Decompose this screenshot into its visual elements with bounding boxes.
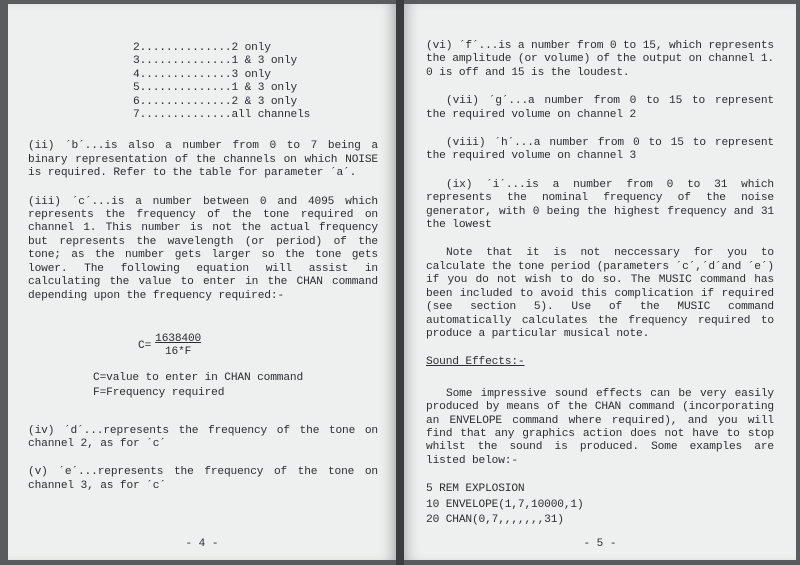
definition-c: C=value to enter in CHAN command (93, 371, 304, 384)
channel-table-row: 4..............3 only (133, 68, 271, 81)
code-line: 10 ENVELOPE(1,7,10000,1) (426, 498, 584, 511)
code-line: 20 CHAN(0,7,,,,,,,31) (426, 513, 564, 526)
definition-f: F=Frequency required (93, 387, 225, 400)
paragraph-ii: (ii) ´b´...is also a number from 0 to 7 being a binary representation of the channels on which NOISE is required. Refer to the table for parameter ´a´. (28, 140, 378, 180)
right-page-content (426, 40, 774, 529)
formula-lhs: C= (138, 339, 152, 352)
formula-definitions (93, 372, 378, 401)
left-page (8, 4, 396, 560)
formula-numerator: 1638400 (155, 332, 202, 345)
paragraph-note: Note that it is not neccessary for you to calculate the tone period (parameters ´c´,´d´and ´e´) if you do not wish to do so. The MUSIC command has been included to avoid this complication if required (see section 5). Use of the MUSIC command automatically calculates the frequency required to produce a particular musical note. (426, 247, 774, 340)
channel-table-row: 3..............1 & 3 only (133, 55, 298, 68)
paragraph-vi: (vi) ´f´...is a number from 0 to 15, which represents the amplitude (or volume) of the output on channel 1. 0 is off and 15 is the loudest. (426, 40, 774, 79)
channel-table-row: 2..............2 only (133, 42, 271, 54)
book-gutter (396, 0, 404, 565)
paragraph-viii: (viii) ´h´...a number from 0 to 15 to represent the required volume on channel 3 (426, 137, 774, 163)
channel-table-row: 5..............1 & 3 only (133, 82, 298, 95)
paragraph-vii: (vii) ´g´...a number from 0 to 15 to represent the required volume on channel 2 (426, 95, 774, 121)
page-number-left: - 4 - (185, 538, 219, 550)
formula-fraction (155, 333, 201, 360)
frequency-formula (138, 333, 378, 360)
sound-effects-heading: Sound Effects:- (426, 356, 525, 369)
channel-table (133, 42, 378, 122)
paragraph-iii: (iii) ´c´...is a number between 0 and 4095 which represents the frequency of the tone required on channel 1. This number is not the actual frequency but represents the wavelength (or period) of the tone; as the number gets larger so the tone gets lower. The following equation will assist in calculating the value to enter in the CHAN command depending upon the frequency required:- (28, 195, 378, 302)
code-listing (426, 483, 774, 527)
code-line: 5 REM EXPLOSION (426, 483, 525, 496)
channel-table-row: 7..............all channels (133, 109, 311, 122)
channel-table-row: 6..............2 & 3 only (133, 95, 298, 108)
right-page (404, 4, 796, 560)
paragraph-sound-effects: Some impressive sound effects can be very easily produced by means of the CHAN command (incorporating an ENVELOPE command where required), and you will find that any graphics action does not have to stop whilst the sound is produced. Some examples are listed below:- (426, 387, 774, 467)
paragraph-iv: (iv) ´d´...represents the frequency of the tone on channel 2, as for ´c´ (28, 424, 378, 450)
formula-denominator: 16*F (164, 346, 192, 359)
page-number-right: - 5 - (583, 538, 617, 550)
left-page-content (28, 38, 378, 508)
paragraph-ix: (ix) ´i´...is a number from 0 to 31 which represents the nominal frequency of the noise generator, with 0 being the highest frequency and 31 the lowest (426, 178, 774, 232)
paragraph-v: (v) ´e´...represents the frequency of the tone on channel 3, as for ´c´ (28, 466, 378, 492)
